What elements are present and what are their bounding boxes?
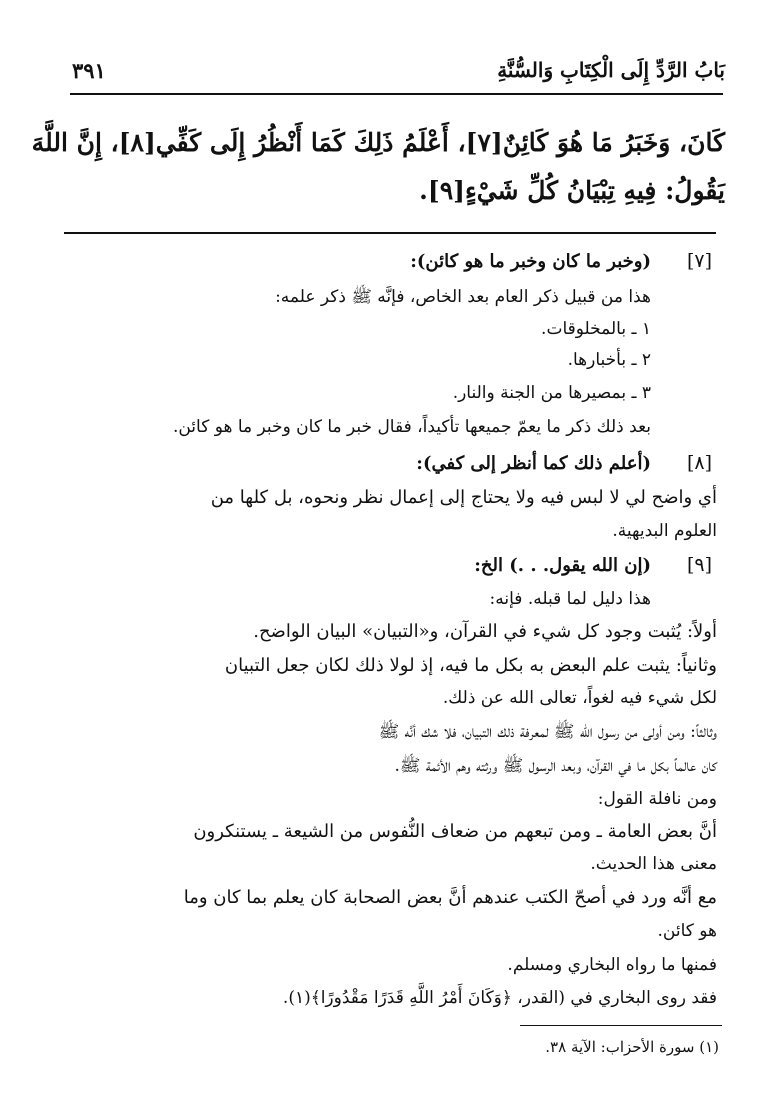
note-9-line: كان عالماً بكل ما في القرآن، وبعد الرسول ﷺ ورثته وهم الأئمة ﷺ. [394, 756, 717, 776]
note-9-line: مع أنَّه ورد في أصحّ الكتب عندهم أنَّ بعض الصحابة كان يعلم بما كان وما [183, 887, 717, 908]
note-8-line: العلوم البديهية. [612, 521, 717, 541]
note-8-heading: (أعلم ذلك كما أنظر إلى كفي): [416, 453, 651, 474]
main-text-line-1: كَانَ، وَخَبَرُ مَا هُوَ كَائِنٌ[٧]، أَعْلَمُ ذَلِكَ كَمَا أَنْظُرُ إِلَى كَفِّي[٨]، إِنَّ اللَّهَ [31, 128, 725, 157]
note-9-line: وثالثاً: ومن أولى من رسول الله ﷺ لمعرفة ذلك التبيان، فلا شك أنَّه ﷺ [378, 722, 717, 742]
note-7-line: ٣ ـ بمصيرها من الجنة والنار. [452, 383, 651, 403]
note-number-7: [٧] [686, 250, 712, 272]
header-rule [70, 93, 723, 95]
note-9-line: أولاً: يُثبت وجود كل شيء في القرآن، و«التبيان» البيان الواضح. [253, 621, 717, 642]
note-7-line: هذا من قبيل ذكر العام بعد الخاص، فإنَّه ﷺ ذكر علمه: [275, 287, 651, 307]
main-text-line-2: يَقُولُ: فِيهِ تِبْيَانُ كُلِّ شَيْءٍ[٩]. [419, 176, 725, 205]
note-9-line: ومن نافلة القول: [597, 789, 717, 809]
note-7-line: ١ ـ بالمخلوقات. [541, 319, 651, 339]
note-9-line: هذا دليل لما قبله. فإنه: [489, 589, 651, 609]
page-number: ٣٩١ [72, 58, 106, 83]
note-9-line: هو كائن. [657, 921, 717, 941]
note-9-line: أنَّ بعض العامة ـ ومن تبعهم من ضعاف النُّفوس من الشيعة ـ يستنكرون [193, 821, 717, 842]
note-7-line: بعد ذلك ذكر ما يعمّ جميعها تأكيداً، فقال خبر ما كان وخبر ما هو كائن. [172, 417, 651, 437]
note-8-line: أي واضح لي لا لبس فيه ولا يحتاج إلى إعمال نظر ونحوه، بل كلها من [210, 487, 717, 508]
footnote-rule [520, 1025, 722, 1026]
note-9-line: لكل شيء فيه لغواً، تعالى الله عن ذلك. [442, 688, 717, 708]
note-9-line: فمنها ما رواه البخاري ومسلم. [507, 955, 717, 975]
note-7-heading: (وخبر ما كان وخبر ما هو كائن): [410, 251, 651, 272]
note-number-9: [٩] [686, 554, 712, 576]
note-number-8: [٨] [686, 452, 712, 474]
note-9-heading: (إن الله يقول. . .) الخ: [474, 555, 651, 576]
note-7-line: ٢ ـ بأخبارها. [567, 350, 651, 370]
note-9-line: وثانياً: يثبت علم البعض به بكل ما فيه، إذ لولا ذلك لكان جعل التبيان [224, 655, 717, 676]
note-9-line: معنى هذا الحديث. [590, 854, 717, 874]
footnote-text: (١) سورة الأحزاب: الآية ٣٨. [545, 1038, 719, 1056]
note-9-line: فقد روى البخاري في (القدر، ﴿وَكَانَ أَمْرُ اللَّهِ قَدَرًا مَقْدُورًا﴾(١). [282, 988, 717, 1008]
text-notes-divider [64, 232, 716, 234]
chapter-title: بَابُ الرَّدِّ إِلَى الْكِتَابِ وَالسُّنَّةِ [497, 58, 725, 82]
